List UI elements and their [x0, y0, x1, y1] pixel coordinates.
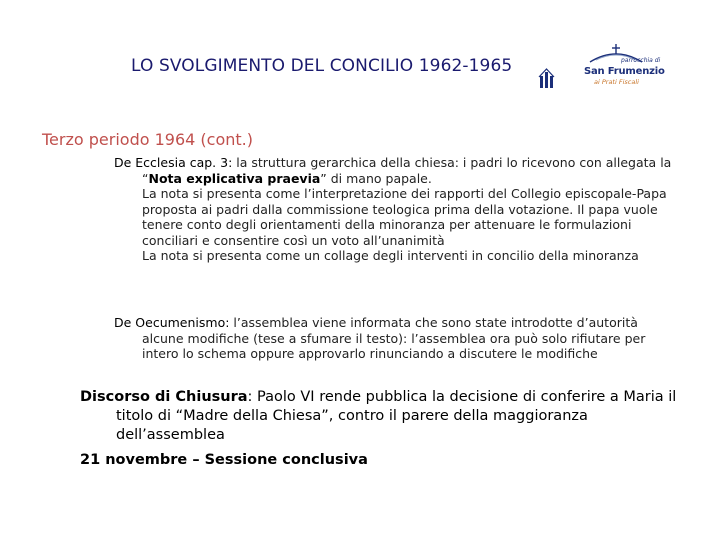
- ecclesia-line-3: La nota si presenta come un collage degli interventi in concilio della minoranza: [142, 248, 639, 263]
- list-item-sessione-conclusiva: 21 novembre – Sessione conclusiva: [80, 452, 368, 468]
- logo-small-text: parrocchia di: [621, 57, 661, 64]
- ecclesia-line-2: La nota si presenta come l’interpretazione dei rapporti del Collegio episcopale-Papa proposta ai padri dalla commissione teologica prima della votazione. Il papa vuole tenere conto degli orientamenti della minoranza per attenuare le formulazioni conciliari e consentire così un voto all’unanimità: [142, 186, 667, 248]
- list-item-discorso-chiusura: [80, 388, 690, 445]
- ecclesia-lead: De Ecclesia cap. 3:: [114, 155, 233, 170]
- ecclesia-text-1: la struttura gerarchica della chiesa: i padri lo ricevono con allegata la “: [142, 155, 672, 186]
- discorso-lead: Discorso di Chiusura: [80, 389, 248, 405]
- oecumenismo-lead: De Oecumenismo:: [114, 315, 230, 330]
- ecclesia-text-2: ” di mano papale.: [320, 170, 432, 186]
- list-item-de-oecumenismo: [114, 315, 679, 362]
- slide-title: LO SVOLGIMENTO DEL CONCILIO 1962-1965: [131, 56, 513, 76]
- logo-subtitle: ai Prati Fiscali: [594, 78, 639, 86]
- parish-logo: [538, 40, 668, 92]
- nota-explicativa-highlight: Nota explicativa praevia: [148, 170, 321, 186]
- oecumenismo-text: l’assemblea viene informata che sono state introdotte d’autorità alcune modifiche (tese a sfumare il testo): l’assemblea ora può solo rifiutare per intero lo schema oppure approvarlo rinunciando a discutere le modifiche: [142, 315, 646, 361]
- section-heading: Terzo periodo 1964 (cont.): [42, 130, 253, 149]
- ecclesia-line-1: [114, 155, 679, 186]
- discorso-text: : Paolo VI rende pubblica la decisione di conferire a Maria il titolo di “Madre della Chiesa”, contro il parere della maggioranza dell’assemblea: [116, 389, 677, 443]
- list-item-de-ecclesia: [114, 155, 679, 264]
- logo-name: San Frumenzio: [584, 66, 665, 77]
